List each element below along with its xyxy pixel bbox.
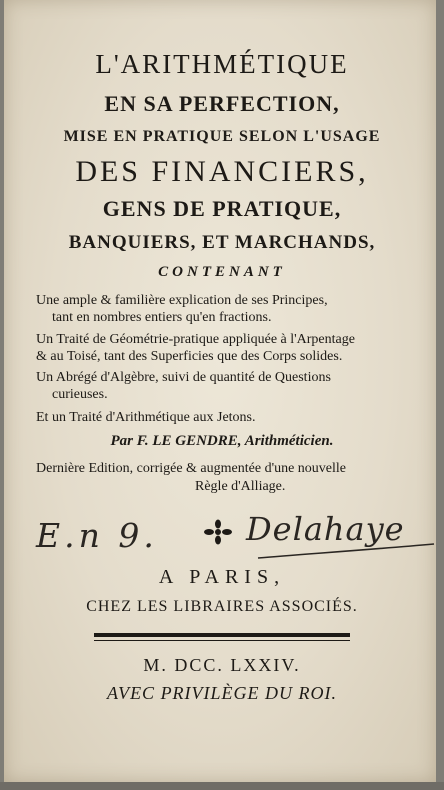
double-rule-thick xyxy=(94,633,350,637)
page-edge xyxy=(0,782,444,790)
contents-item-3-line-1: Un Abrégé d'Algèbre, suivi de quantité de Questions xyxy=(36,370,331,385)
imprint-place: A PARIS, xyxy=(158,566,286,588)
title-line-5: GENS DE PRATIQUE, xyxy=(102,196,342,221)
edition-line-1: Dernière Edition, corrigée & augmentée d'une nouvelle xyxy=(36,461,347,476)
fleuron-icon xyxy=(203,519,233,545)
handwritten-shelfmark: E.n 9. xyxy=(36,516,158,555)
handwritten-signature: Delahaye xyxy=(246,510,405,548)
edition-line-2: Règle d'Alliage. xyxy=(195,479,286,494)
contents-item-2-line-2: & au Toisé, tant des Superficies que des Corps solides. xyxy=(36,349,343,364)
contents-heading: CONTENANT xyxy=(158,264,286,280)
double-rule-thin xyxy=(94,640,350,641)
imprint-publisher: CHEZ LES LIBRAIRES ASSOCIÉS. xyxy=(86,598,358,615)
title-line-6: BANQUIERS, ET MARCHANDS, xyxy=(68,232,376,253)
contents-item-1-line-1: Une ample & familière explication de ses Principes, xyxy=(36,293,328,308)
author-line: Par F. LE GENDRE, Arithméticien. xyxy=(110,433,334,449)
contents-item-3-line-2: curieuses. xyxy=(52,387,108,402)
title-line-3: MISE EN PRATIQUE SELON L'USAGE xyxy=(63,128,381,145)
title-line-2: EN SA PERFECTION, xyxy=(104,91,340,116)
signature-underline xyxy=(256,540,436,564)
contents-item-1-line-2: tant en nombres entiers qu'en fractions. xyxy=(52,310,272,325)
title-line-1: L'ARITHMÉTIQUE xyxy=(95,49,349,79)
imprint-privilege: AVEC PRIVILÈGE DU ROI. xyxy=(106,683,338,703)
contents-item-4: Et un Traité d'Arithmétique aux Jetons. xyxy=(36,410,256,425)
contents-item-2-line-1: Un Traité de Géométrie-pratique appliquée à l'Arpentage xyxy=(36,332,355,347)
imprint-date: M. DCC. LXXIV. xyxy=(143,655,301,675)
title-line-4: DES FINANCIERS, xyxy=(75,155,369,188)
